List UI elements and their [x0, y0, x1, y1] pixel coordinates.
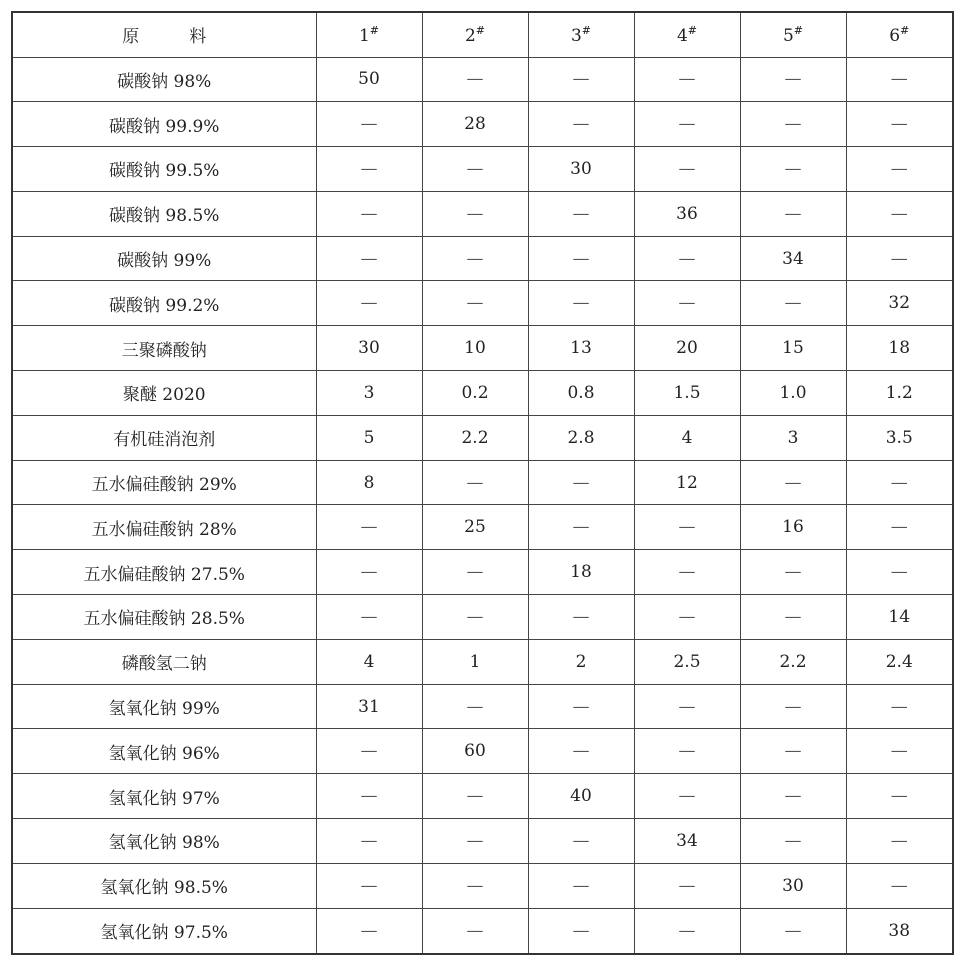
amount-cell: 4	[634, 415, 740, 460]
amount-cell: 38	[846, 908, 953, 954]
table-row	[12, 236, 953, 281]
material-name: 氢氧化钠 98.5%	[12, 863, 316, 908]
amount-cell: —	[634, 550, 740, 595]
formula-table	[11, 11, 954, 955]
sample-number: 5	[782, 25, 794, 46]
amount-cell: 18	[528, 550, 634, 595]
header-material-char-1: 原	[122, 27, 140, 48]
sample-mark: #	[900, 23, 910, 37]
amount-cell: —	[422, 684, 528, 729]
table-row	[12, 281, 953, 326]
amount-cell: 12	[634, 460, 740, 505]
material-name: 五水偏硅酸钠 27.5%	[12, 550, 316, 595]
amount-cell: 18	[846, 326, 953, 371]
amount-cell: —	[316, 102, 422, 147]
amount-cell: —	[846, 505, 953, 550]
header-material-char-2: 料	[189, 27, 207, 48]
amount-cell: —	[740, 460, 846, 505]
sample-number: 4	[676, 25, 688, 46]
amount-cell: —	[740, 191, 846, 236]
amount-cell: —	[634, 729, 740, 774]
amount-cell: 31	[316, 684, 422, 729]
table-row	[12, 326, 953, 371]
amount-cell: —	[846, 57, 953, 102]
material-name: 碳酸钠 99.9%	[12, 102, 316, 147]
amount-cell: 4	[316, 639, 422, 684]
amount-cell: 14	[846, 595, 953, 640]
amount-cell: —	[740, 684, 846, 729]
material-name: 五水偏硅酸钠 28.5%	[12, 595, 316, 640]
amount-cell: —	[316, 505, 422, 550]
table-row	[12, 505, 953, 550]
amount-cell: —	[316, 236, 422, 281]
amount-cell: —	[422, 57, 528, 102]
table-row	[12, 550, 953, 595]
amount-cell: —	[316, 147, 422, 192]
amount-cell: 32	[846, 281, 953, 326]
amount-cell: 15	[740, 326, 846, 371]
amount-cell: 3	[316, 371, 422, 416]
amount-cell: —	[634, 684, 740, 729]
amount-cell: —	[422, 908, 528, 954]
amount-cell: 20	[634, 326, 740, 371]
amount-cell: —	[528, 236, 634, 281]
header-sample-3	[528, 12, 634, 57]
material-name: 五水偏硅酸钠 29%	[12, 460, 316, 505]
amount-cell: 60	[422, 729, 528, 774]
amount-cell: 36	[634, 191, 740, 236]
amount-cell: —	[528, 191, 634, 236]
sample-mark: #	[687, 23, 698, 37]
amount-cell: 50	[316, 57, 422, 102]
amount-cell: —	[422, 460, 528, 505]
header-material	[12, 12, 316, 57]
amount-cell: —	[846, 774, 953, 819]
table-row	[12, 729, 953, 774]
amount-cell: —	[528, 281, 634, 326]
table-row	[12, 57, 953, 102]
table-row	[12, 371, 953, 416]
material-name: 碳酸钠 98.5%	[12, 191, 316, 236]
header-sample-4	[634, 12, 740, 57]
amount-cell: —	[634, 595, 740, 640]
amount-cell: —	[740, 729, 846, 774]
amount-cell: —	[740, 102, 846, 147]
amount-cell: —	[528, 819, 634, 864]
amount-cell: —	[528, 505, 634, 550]
material-name: 磷酸氢二钠	[12, 639, 316, 684]
table-row	[12, 415, 953, 460]
amount-cell: —	[634, 147, 740, 192]
table-row	[12, 595, 953, 640]
amount-cell: 1	[422, 639, 528, 684]
amount-cell: —	[316, 774, 422, 819]
amount-cell: —	[528, 863, 634, 908]
amount-cell: —	[528, 57, 634, 102]
amount-cell: —	[740, 908, 846, 954]
material-name: 有机硅消泡剂	[12, 415, 316, 460]
amount-cell: —	[634, 863, 740, 908]
table-row	[12, 774, 953, 819]
amount-cell: 2	[528, 639, 634, 684]
sample-number: 6	[889, 25, 901, 46]
amount-cell: 1.5	[634, 371, 740, 416]
amount-cell: —	[316, 550, 422, 595]
amount-cell: —	[528, 684, 634, 729]
sample-mark: #	[369, 23, 380, 37]
amount-cell: 2.8	[528, 415, 634, 460]
table-row	[12, 684, 953, 729]
table-row	[12, 863, 953, 908]
header-sample-5	[740, 12, 846, 57]
amount-cell: —	[846, 819, 953, 864]
amount-cell: 10	[422, 326, 528, 371]
amount-cell: 34	[740, 236, 846, 281]
table-row	[12, 147, 953, 192]
material-name: 碳酸钠 99.2%	[12, 281, 316, 326]
sample-number: 2	[464, 25, 476, 46]
amount-cell: —	[422, 191, 528, 236]
amount-cell: —	[740, 281, 846, 326]
sample-mark: #	[793, 23, 804, 37]
amount-cell: —	[422, 863, 528, 908]
amount-cell: —	[740, 595, 846, 640]
amount-cell: —	[316, 281, 422, 326]
amount-cell: —	[634, 236, 740, 281]
amount-cell: —	[422, 774, 528, 819]
header-sample-2	[422, 12, 528, 57]
table-row	[12, 639, 953, 684]
amount-cell: —	[528, 595, 634, 640]
amount-cell: —	[316, 908, 422, 954]
amount-cell: —	[422, 595, 528, 640]
amount-cell: —	[634, 281, 740, 326]
amount-cell: 2.2	[740, 639, 846, 684]
amount-cell: 2.5	[634, 639, 740, 684]
amount-cell: —	[846, 460, 953, 505]
table-row	[12, 819, 953, 864]
amount-cell: —	[846, 147, 953, 192]
amount-cell: —	[528, 102, 634, 147]
amount-cell: —	[634, 505, 740, 550]
amount-cell: 0.8	[528, 371, 634, 416]
amount-cell: —	[422, 819, 528, 864]
sample-mark: #	[475, 23, 486, 37]
amount-cell: 25	[422, 505, 528, 550]
amount-cell: —	[422, 147, 528, 192]
amount-cell: 0.2	[422, 371, 528, 416]
amount-cell: 5	[316, 415, 422, 460]
header-sample-1	[316, 12, 422, 57]
amount-cell: —	[846, 863, 953, 908]
amount-cell: 16	[740, 505, 846, 550]
amount-cell: 8	[316, 460, 422, 505]
table-row	[12, 908, 953, 954]
amount-cell: —	[846, 729, 953, 774]
amount-cell: —	[422, 236, 528, 281]
material-name: 五水偏硅酸钠 28%	[12, 505, 316, 550]
amount-cell: —	[846, 102, 953, 147]
amount-cell: —	[740, 774, 846, 819]
material-name: 碳酸钠 98%	[12, 57, 316, 102]
amount-cell: 13	[528, 326, 634, 371]
header-row	[12, 12, 953, 57]
amount-cell: —	[846, 550, 953, 595]
amount-cell: 34	[634, 819, 740, 864]
amount-cell: —	[422, 550, 528, 595]
sample-number: 3	[570, 25, 582, 46]
amount-cell: —	[316, 729, 422, 774]
amount-cell: 40	[528, 774, 634, 819]
amount-cell: 30	[316, 326, 422, 371]
material-name: 氢氧化钠 99%	[12, 684, 316, 729]
amount-cell: —	[528, 460, 634, 505]
amount-cell: 28	[422, 102, 528, 147]
amount-cell: —	[740, 147, 846, 192]
material-name: 氢氧化钠 96%	[12, 729, 316, 774]
amount-cell: 30	[528, 147, 634, 192]
amount-cell: 2.2	[422, 415, 528, 460]
material-name: 碳酸钠 99%	[12, 236, 316, 281]
amount-cell: 1.2	[846, 371, 953, 416]
amount-cell: —	[740, 550, 846, 595]
material-name: 氢氧化钠 98%	[12, 819, 316, 864]
material-name: 聚醚 2020	[12, 371, 316, 416]
table-row	[12, 191, 953, 236]
amount-cell: —	[316, 191, 422, 236]
material-name: 氢氧化钠 97.5%	[12, 908, 316, 954]
amount-cell: —	[634, 102, 740, 147]
material-name: 碳酸钠 99.5%	[12, 147, 316, 192]
amount-cell: —	[316, 819, 422, 864]
amount-cell: —	[740, 819, 846, 864]
sample-number: 1	[358, 25, 370, 46]
amount-cell: —	[634, 774, 740, 819]
amount-cell: 30	[740, 863, 846, 908]
amount-cell: —	[316, 863, 422, 908]
table-row	[12, 460, 953, 505]
amount-cell: —	[846, 684, 953, 729]
amount-cell: —	[846, 236, 953, 281]
amount-cell: —	[740, 57, 846, 102]
amount-cell: 3.5	[846, 415, 953, 460]
material-name: 氢氧化钠 97%	[12, 774, 316, 819]
amount-cell: —	[634, 908, 740, 954]
amount-cell: —	[528, 729, 634, 774]
amount-cell: 3	[740, 415, 846, 460]
amount-cell: 1.0	[740, 371, 846, 416]
amount-cell: —	[634, 57, 740, 102]
table-row	[12, 102, 953, 147]
amount-cell: —	[422, 281, 528, 326]
material-name: 三聚磷酸钠	[12, 326, 316, 371]
amount-cell: 2.4	[846, 639, 953, 684]
sample-mark: #	[581, 23, 592, 37]
amount-cell: —	[846, 191, 953, 236]
amount-cell: —	[528, 908, 634, 954]
amount-cell: —	[316, 595, 422, 640]
header-sample-6	[846, 12, 953, 57]
